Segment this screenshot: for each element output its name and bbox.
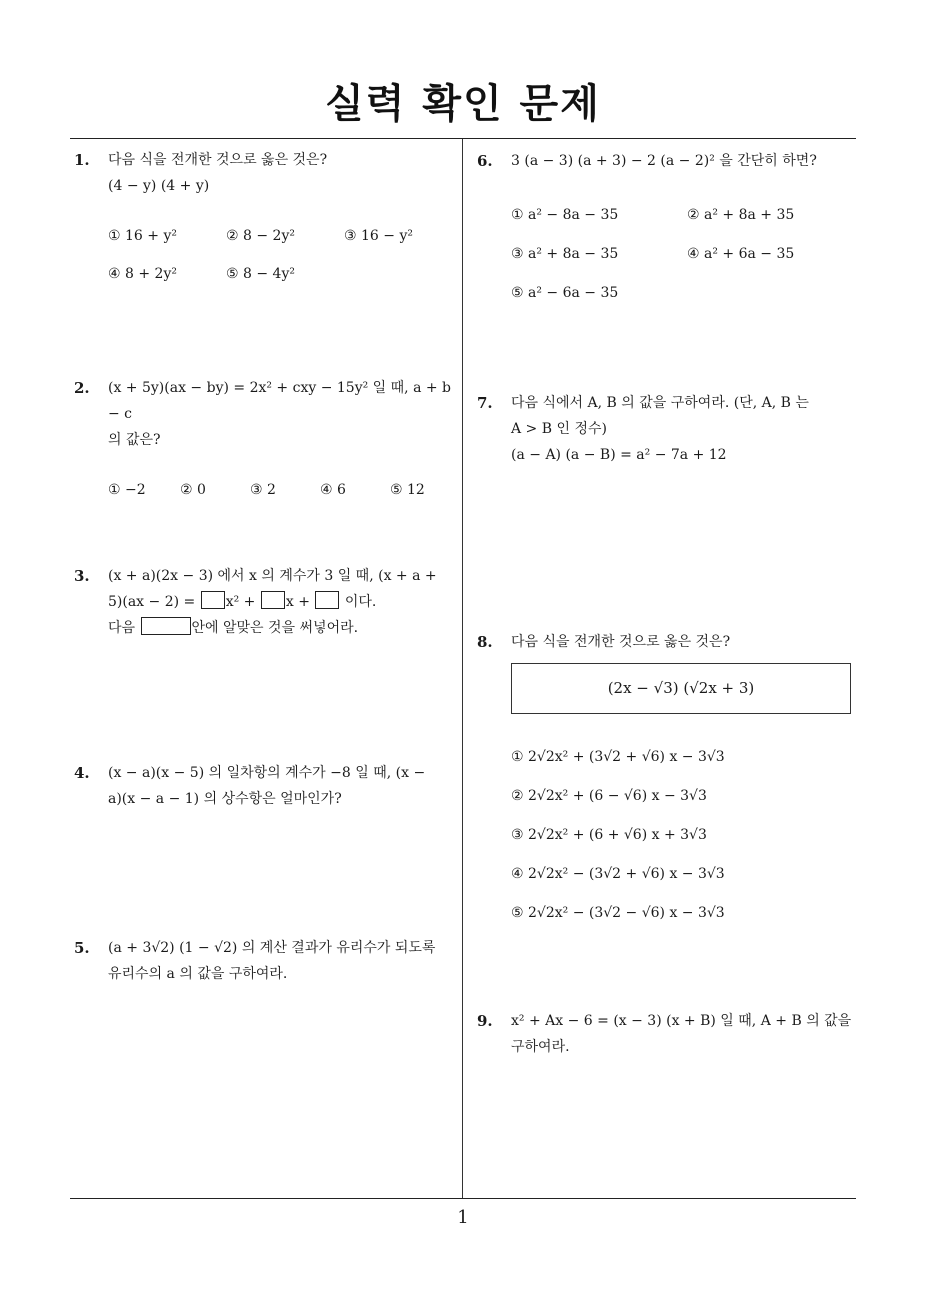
question-text-line: 다음 안에 알맞은 것을 써넣어라.: [108, 615, 459, 641]
question-7: [477, 390, 862, 468]
choice-2[interactable]: ② a² + 8a + 35: [687, 207, 795, 223]
choice-5[interactable]: ⑤ 8 − 4y²: [226, 266, 295, 282]
question-text: 다음 식을 전개한 것으로 옳은 것은?: [108, 152, 328, 168]
header-rule: [70, 138, 856, 139]
footer-rule: [70, 1198, 856, 1199]
question-text-line: 의 값은?: [108, 432, 161, 448]
question-number: 4.: [74, 764, 90, 782]
page-number: 1: [457, 1207, 469, 1228]
choice-4[interactable]: ④ 2√2x² − (3√2 + √6) x − 3√3: [511, 866, 725, 882]
question-2: [74, 375, 459, 503]
question-text: 3 (a − 3) (a + 3) − 2 (a − 2)² 을 간단히 하면?: [511, 153, 817, 169]
choice-4[interactable]: ④ 6: [320, 482, 346, 498]
choice-2[interactable]: ② 2√2x² + (6 − √6) x − 3√3: [511, 788, 707, 804]
choice-1[interactable]: ① −2: [108, 482, 146, 498]
question-number: 1.: [74, 151, 90, 169]
question-number: 5.: [74, 939, 90, 957]
question-expression: (4 − y) (4 + y): [108, 178, 210, 194]
question-text-line: (x + 5y)(ax − by) = 2x² + cxy − 15y² 일 때, a + b − c: [108, 380, 452, 422]
choice-1[interactable]: ① 2√2x² + (3√2 + √6) x − 3√3: [511, 749, 725, 765]
choice-4[interactable]: ④ a² + 6a − 35: [687, 246, 795, 262]
question-1: [74, 147, 459, 289]
question-text-line: 유리수의 a 의 값을 구하여라.: [108, 966, 288, 982]
column-divider: [462, 139, 463, 1199]
choice-1[interactable]: ① 16 + y²: [108, 228, 177, 244]
question-number: 8.: [477, 633, 493, 651]
choice-5[interactable]: ⑤ 12: [390, 482, 425, 498]
question-3: [74, 563, 459, 641]
choice-2[interactable]: ② 0: [180, 482, 206, 498]
question-text-line: 5)(ax − 2) = x² + x + 이다.: [108, 589, 459, 615]
question-5: [74, 935, 459, 987]
choice-3[interactable]: ③ 2: [250, 482, 276, 498]
choice-3[interactable]: ③ 2√2x² + (6 + √6) x + 3√3: [511, 827, 707, 843]
page-title: 실력 확인 문제: [325, 81, 601, 127]
question-8: [477, 629, 862, 921]
choice-3[interactable]: ③ a² + 8a − 35: [511, 246, 619, 262]
choice-4[interactable]: ④ 8 + 2y²: [108, 266, 177, 282]
expression-box: (2x − √3) (√2x + 3): [511, 663, 851, 714]
question-text-line: 다음 식에서 A, B 의 값을 구하여라. (단, A, B 는: [511, 395, 809, 411]
question-text-line: x² + Ax − 6 = (x − 3) (x + B) 일 때, A + B 의 값을: [511, 1013, 852, 1029]
question-text-line: (x + a)(2x − 3) 에서 x 의 계수가 3 일 때, (x + a +: [108, 568, 437, 584]
question-expression: (a − A) (a − B) = a² − 7a + 12: [511, 447, 727, 463]
question-text: 다음 식을 전개한 것으로 옳은 것은?: [511, 634, 731, 650]
question-9: [477, 1008, 862, 1060]
choice-3[interactable]: ③ 16 − y²: [344, 228, 413, 244]
question-number: 9.: [477, 1012, 493, 1030]
question-number: 6.: [477, 152, 493, 170]
blank-box-illustration: [141, 617, 191, 635]
question-text-line: A > B 인 정수): [511, 421, 607, 437]
question-number: 3.: [74, 567, 90, 585]
question-number: 7.: [477, 394, 493, 412]
question-text-line: 구하여라.: [511, 1039, 570, 1055]
answer-blank-box[interactable]: [261, 591, 285, 609]
question-text-line: a)(x − a − 1) 의 상수항은 얼마인가?: [108, 791, 342, 807]
answer-blank-box[interactable]: [315, 591, 339, 609]
choice-5[interactable]: ⑤ a² − 6a − 35: [511, 285, 619, 301]
choice-2[interactable]: ② 8 − 2y²: [226, 228, 295, 244]
answer-blank-box[interactable]: [201, 591, 225, 609]
question-6: [477, 148, 862, 314]
choice-1[interactable]: ① a² − 8a − 35: [511, 207, 619, 223]
question-number: 2.: [74, 379, 90, 397]
question-text-line: (x − a)(x − 5) 의 일차항의 계수가 −8 일 때, (x −: [108, 765, 426, 781]
choice-5[interactable]: ⑤ 2√2x² − (3√2 − √6) x − 3√3: [511, 905, 725, 921]
question-4: [74, 760, 459, 812]
question-text-line: (a + 3√2) (1 − √2) 의 계산 결과가 유리수가 되도록: [108, 940, 436, 956]
